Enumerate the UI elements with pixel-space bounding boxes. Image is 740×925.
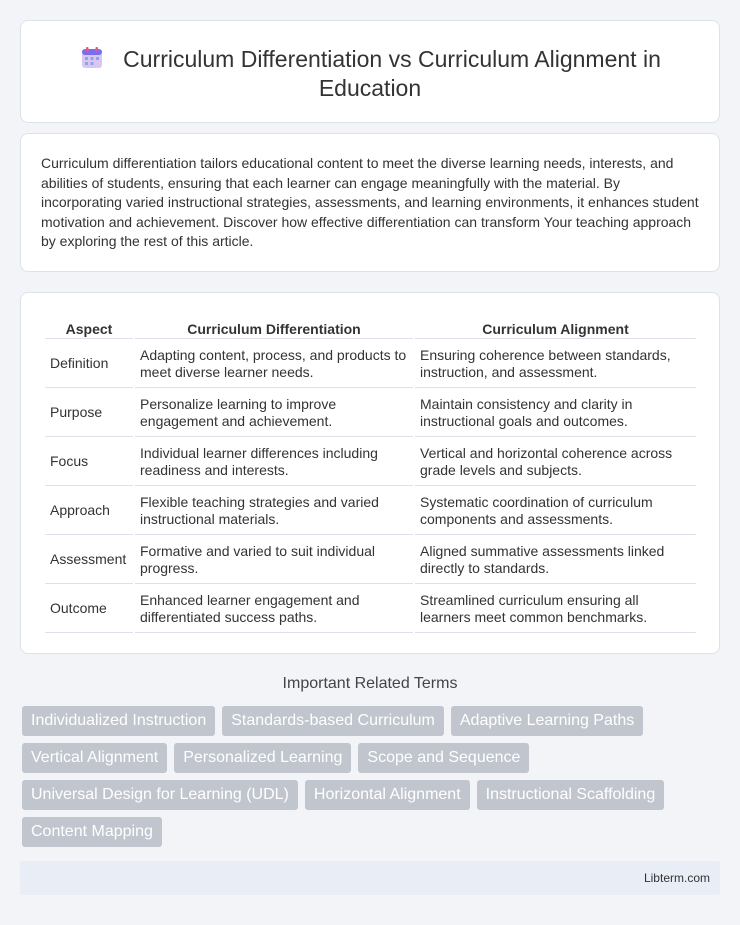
header-alignment: Curriculum Alignment: [415, 317, 696, 339]
cell-aspect: Approach: [45, 488, 133, 535]
cell-aspect: Purpose: [45, 390, 133, 437]
table-row: [45, 586, 696, 633]
tag-instructional-scaffolding[interactable]: Instructional Scaffolding: [477, 780, 665, 810]
cell-aspect: Outcome: [45, 586, 133, 633]
title-card: [20, 20, 720, 123]
table-header-row: [45, 317, 696, 339]
table-row: [45, 390, 696, 437]
cell-differentiation: Formative and varied to suit individual progress.: [135, 537, 413, 584]
header-aspect: Aspect: [45, 317, 133, 339]
comparison-table-card: [20, 292, 720, 654]
cell-alignment: Ensuring coherence between standards, instruction, and assessment.: [415, 341, 696, 388]
cell-alignment: Aligned summative assessments linked directly to standards.: [415, 537, 696, 584]
cell-alignment: Streamlined curriculum ensuring all learners meet common benchmarks.: [415, 586, 696, 633]
calendar-icon: [79, 45, 105, 71]
page-title-wrap: [21, 45, 719, 103]
cell-alignment: Systematic coordination of curriculum components and assessments.: [415, 488, 696, 535]
tag-scope-and-sequence[interactable]: Scope and Sequence: [358, 743, 529, 773]
tag-standards-based-curriculum[interactable]: Standards-based Curriculum: [222, 706, 444, 736]
tag-individualized-instruction[interactable]: Individualized Instruction: [22, 706, 215, 736]
cell-differentiation: Flexible teaching strategies and varied instructional materials.: [135, 488, 413, 535]
cell-aspect: Assessment: [45, 537, 133, 584]
comparison-table: [43, 315, 698, 635]
cell-differentiation: Individual learner differences including readiness and interests.: [135, 439, 413, 486]
cell-differentiation: Adapting content, process, and products to meet diverse learner needs.: [135, 341, 413, 388]
cell-alignment: Vertical and horizontal coherence across grade levels and subjects.: [415, 439, 696, 486]
page-title: Curriculum Differentiation vs Curriculum Alignment in Education: [123, 46, 661, 101]
tag-universal-design-for-learning[interactable]: Universal Design for Learning (UDL): [22, 780, 298, 810]
tag-personalized-learning[interactable]: Personalized Learning: [174, 743, 351, 773]
table-row: [45, 537, 696, 584]
cell-differentiation: Personalize learning to improve engagement and achievement.: [135, 390, 413, 437]
intro-paragraph: Curriculum differentiation tailors educational content to meet the diverse learning needs, interests, and abilities of students, ensuring that each learner can engage meaningfully with the material. By incorporating varied instructional strategies, assessments, and learning environments, it enhances student motivation and achievement. Discover how effective differentiation can transform Your teaching approach by exploring the rest of this article.: [41, 155, 699, 250]
intro-card: [20, 133, 720, 272]
table-row: [45, 341, 696, 388]
footer: [20, 861, 720, 895]
tag-vertical-alignment[interactable]: Vertical Alignment: [22, 743, 167, 773]
tag-content-mapping[interactable]: Content Mapping: [22, 817, 162, 847]
related-terms-list: [22, 706, 682, 847]
tag-adaptive-learning-paths[interactable]: Adaptive Learning Paths: [451, 706, 643, 736]
cell-differentiation: Enhanced learner engagement and differentiated success paths.: [135, 586, 413, 633]
tag-horizontal-alignment[interactable]: Horizontal Alignment: [305, 780, 470, 810]
footer-site-link[interactable]: Libterm.com: [643, 871, 710, 885]
table-row: [45, 488, 696, 535]
header-differentiation: Curriculum Differentiation: [135, 317, 413, 339]
related-terms-title: Important Related Terms: [282, 675, 458, 692]
cell-alignment: Maintain consistency and clarity in instructional goals and outcomes.: [415, 390, 696, 437]
cell-aspect: Focus: [45, 439, 133, 486]
table-row: [45, 439, 696, 486]
cell-aspect: Definition: [45, 341, 133, 388]
